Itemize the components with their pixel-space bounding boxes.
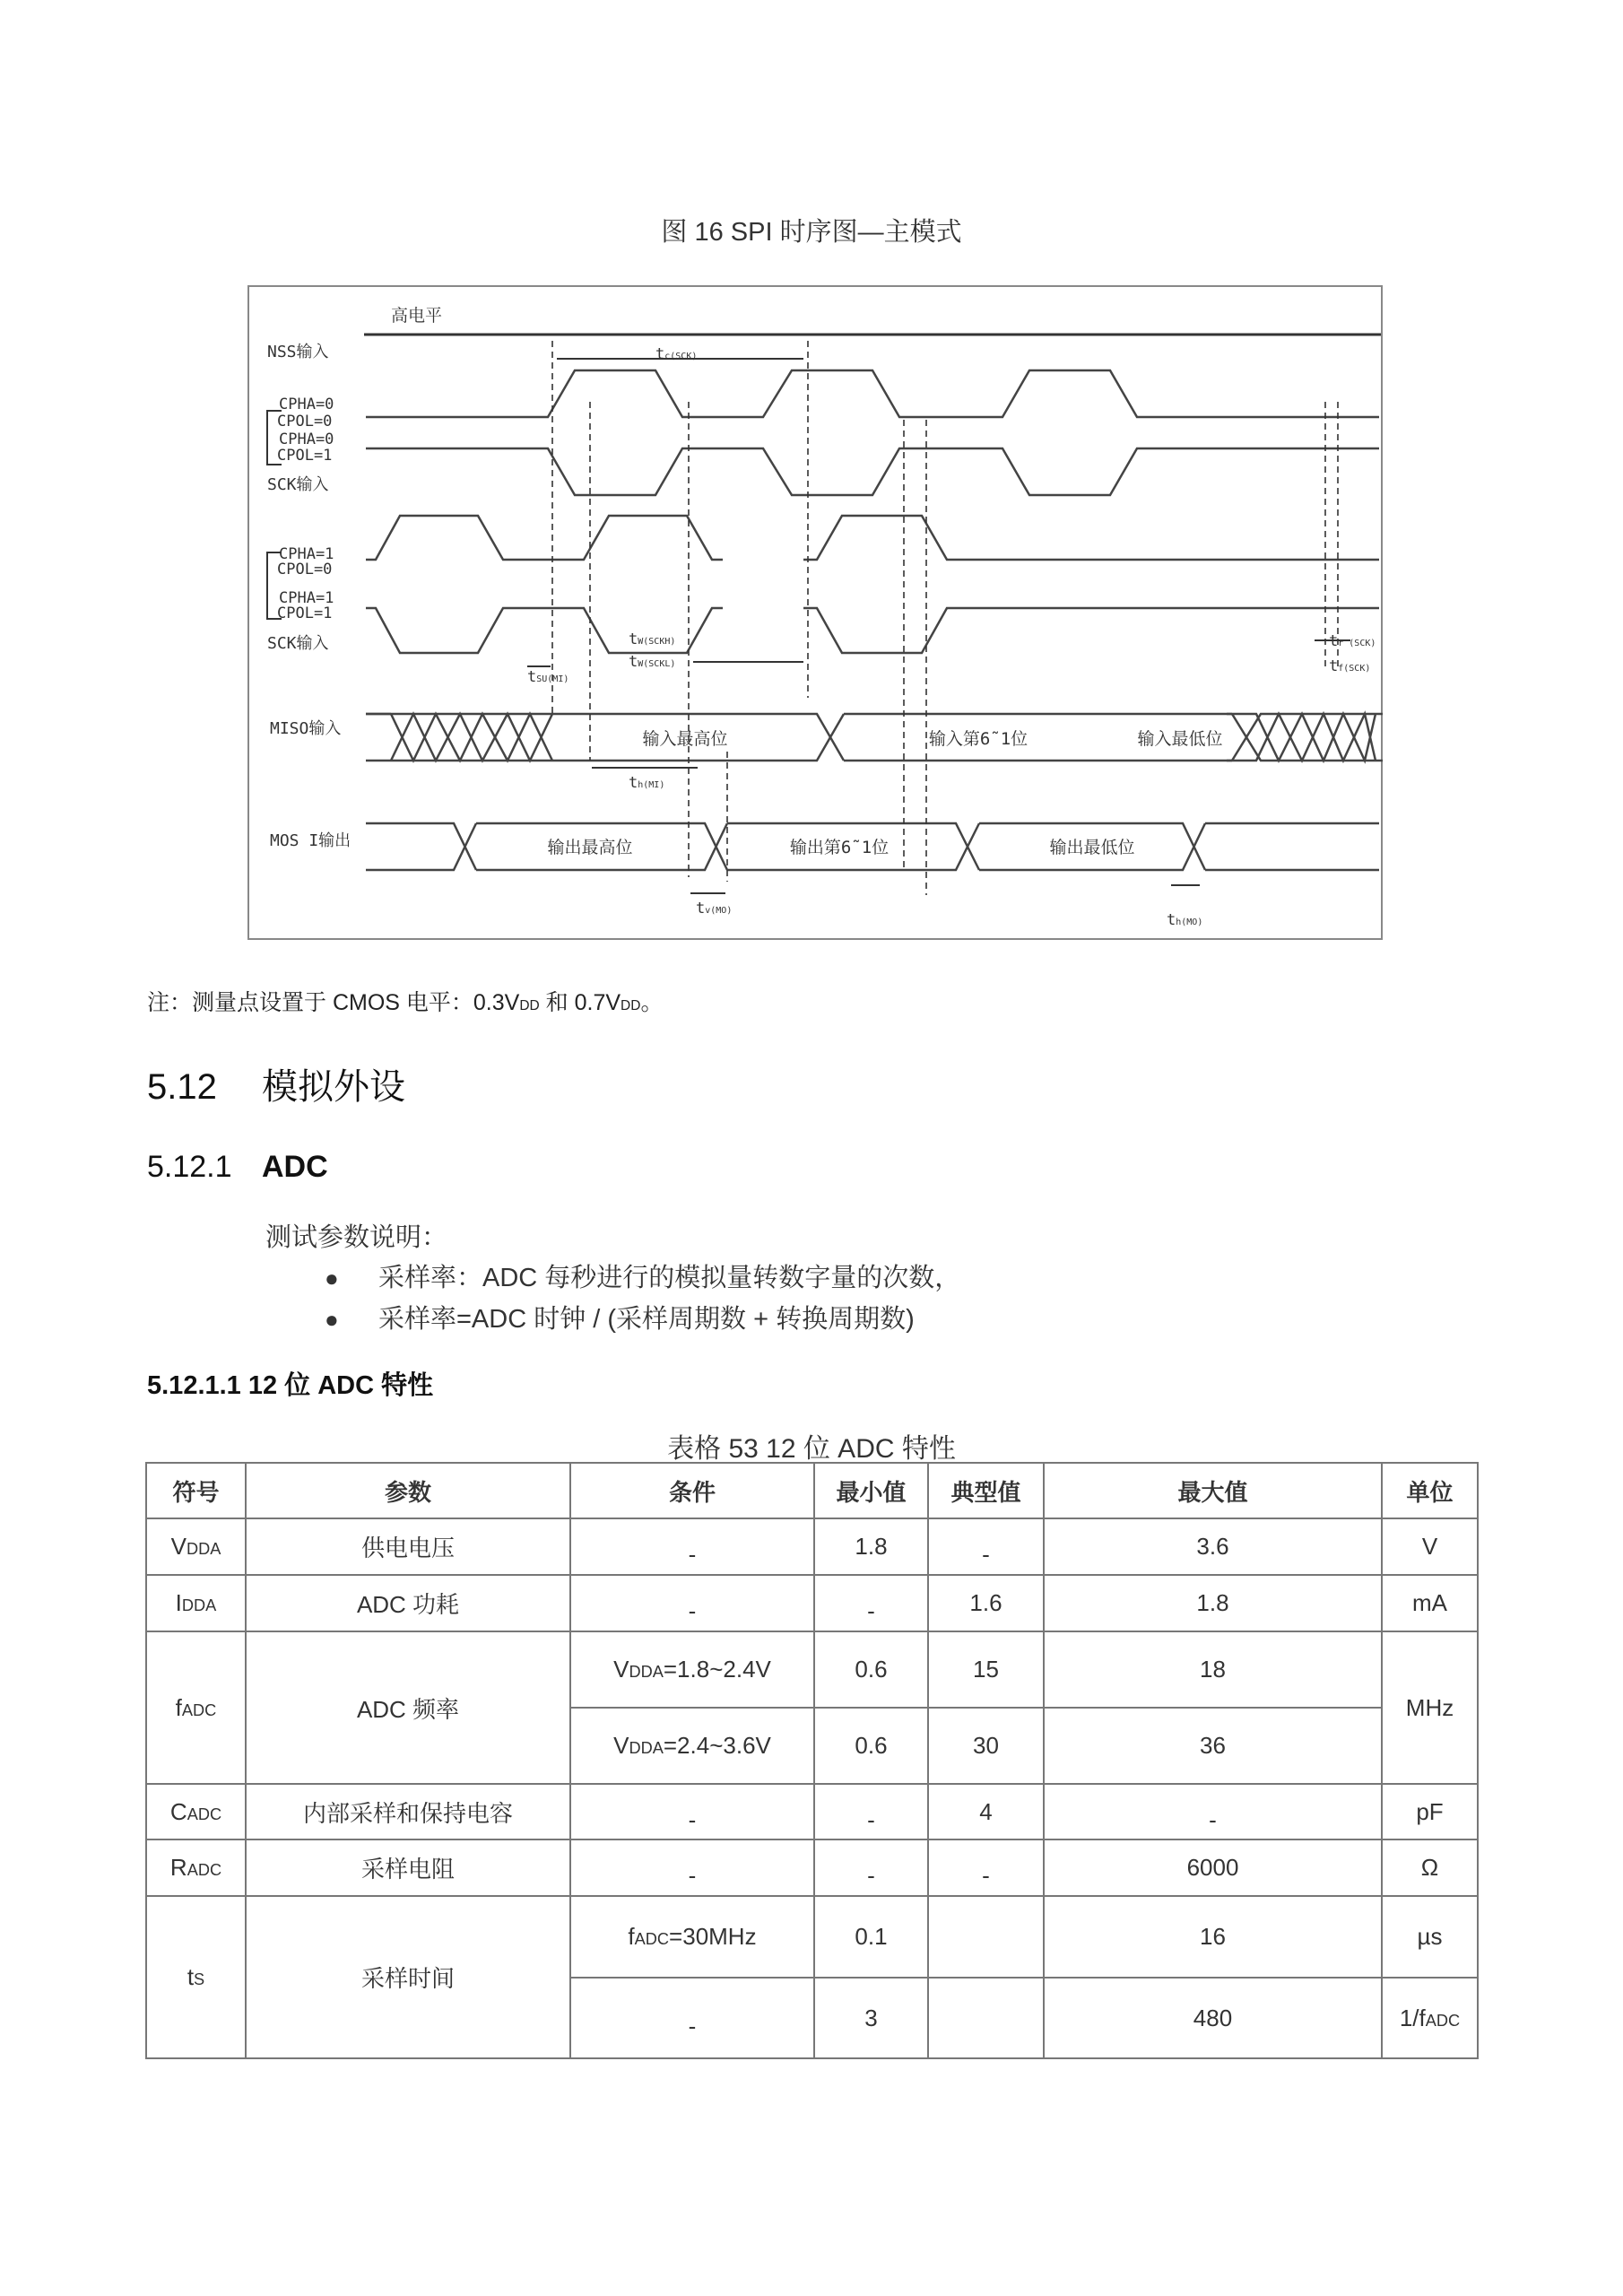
subsection-number: 5.12.1 [147,1150,232,1184]
header-unit: 单位 [1382,1463,1478,1518]
cell-unit: V [1382,1518,1478,1575]
cell-unit: mA [1382,1575,1478,1631]
cell-max: 36 [1044,1708,1382,1784]
sck-cpha0-cpol0-wave [366,370,1379,417]
mosi-bit-lsb-label: 输出最低位 [1049,838,1135,857]
header-condition: 条件 [570,1463,814,1518]
cpha1-cpol0-line2: CPOL=0 [277,561,333,578]
cpha0-cpol0-line1: CPHA=0 [279,396,334,413]
cpha0-cpol0-line2: CPOL=0 [277,413,333,430]
cell-symbol: VDDA [146,1518,246,1575]
cell-min: 1.8 [814,1518,928,1575]
table-caption: 表格 53 12 位 ADC 特性 [667,1434,956,1464]
cell-min: 0.6 [814,1708,928,1784]
level-label: 高电平 [391,306,443,326]
sck-cpha1-cpol0-wave-2 [803,516,1379,560]
spi-timing-diagram [247,285,1383,940]
table-row [146,1839,1478,1896]
cell-max: 18 [1044,1631,1382,1708]
table-row [146,1518,1478,1575]
header-max: 最大值 [1044,1463,1382,1518]
cell-condition: - [570,1518,814,1575]
cell-min: - [814,1839,928,1896]
cell-min: - [814,1575,928,1631]
mosi-label: MOS I输出 [270,831,352,850]
cell-condition: - [570,1978,814,2058]
cell-min: 0.6 [814,1631,928,1708]
table-row [146,1896,1478,1978]
cell-max: 16 [1044,1896,1382,1978]
sck-label-a: SCK输入 [267,475,329,494]
bullet-icon: ● [325,1265,339,1292]
cell-condition: - [570,1839,814,1896]
cell-condition: - [570,1575,814,1631]
sck-cpha0-cpol1-wave [366,448,1379,495]
tc-sck-label: tc(SCK) [655,345,698,363]
cell-min: - [814,1784,928,1839]
miso-bit-mid-label: 输入第6˜1位 [928,729,1028,749]
cell-typ: - [928,1518,1044,1575]
miso-bit-lsb [1232,714,1383,761]
miso-label: MISO输入 [270,719,342,738]
tf-sck-label: tf(SCK) [1329,657,1371,675]
cell-max: 3.6 [1044,1518,1382,1575]
miso-hatch [366,714,552,761]
sck-label-b: SCK输入 [267,634,329,653]
mosi-bit-pre [366,823,476,870]
figure-caption: 图 16 SPI 时序图—主模式 [661,218,962,247]
tw-sckl-label: tW(SCKL) [629,653,676,671]
cell-max: 6000 [1044,1839,1382,1896]
miso-tail-hatch [1227,714,1376,761]
sck-cpha1-cpol0-wave [366,516,723,560]
cpha0-cpol1-line2: CPOL=1 [277,447,333,465]
cell-condition: VDDA=2.4~3.6V [570,1708,814,1784]
cell-typ: - [928,1839,1044,1896]
cell-unit: 1/fADC [1382,1978,1478,2058]
cpha1-cpol0-line1: CPHA=1 [279,545,334,563]
mosi-bit-msb-label: 输出最高位 [547,838,633,857]
subsubsection-heading: 5.12.1.1 12 位 ADC 特性 [147,1371,434,1400]
cell-min: 3 [814,1978,928,2058]
intro-text: 测试参数说明： [265,1223,448,1252]
header-parameter: 参数 [246,1463,570,1518]
table-row [146,1575,1478,1631]
adc-spec-table [145,1462,1479,2059]
cell-max: 480 [1044,1978,1382,2058]
tsu-mi-label: tSU(MI) [527,668,569,686]
th-mo-label: th(MO) [1167,911,1203,929]
header-typ: 典型值 [928,1463,1044,1518]
mosi-bit-mid-label: 输出第6˜1位 [789,838,890,857]
section-heading [147,1058,405,1109]
cell-condition: - [570,1784,814,1839]
bullet-icon: ● [325,1306,339,1333]
bullet-item: ● 采样率=ADC 时钟 / (采样周期数 + 转换周期数) [325,1305,915,1334]
cell-parameter: 采样时间 [246,1896,570,2058]
cell-typ: 15 [928,1631,1044,1708]
cell-symbol: tS [146,1896,246,2058]
tr-sck-label-text: tr (SCK) [1329,632,1376,650]
cell-parameter: 采样电阻 [246,1839,570,1896]
cell-symbol: RADC [146,1839,246,1896]
cell-min: 0.1 [814,1896,928,1978]
cell-typ: 4 [928,1784,1044,1839]
cpha0-cpol1-line1: CPHA=0 [279,430,334,448]
bullet-item: ● 采样率：ADC 每秒进行的模拟量转数字量的次数， [325,1264,961,1292]
cell-symbol: CADC [146,1784,246,1839]
cpha1-cpol1-line2: CPOL=1 [277,604,333,622]
measurement-note: 注：测量点设置于 CMOS 电平：0.3VDD 和 0.7VDD。 [147,990,664,1015]
cell-parameter: 内部采样和保持电容 [246,1784,570,1839]
cell-unit: MHz [1382,1631,1478,1784]
cell-typ [928,1896,1044,1978]
tw-sckh-label: tW(SCKH) [629,631,676,648]
cell-typ: 1.6 [928,1575,1044,1631]
cell-max: 1.8 [1044,1575,1382,1631]
cell-typ [928,1978,1044,2058]
cell-symbol: IDDA [146,1575,246,1631]
section-number: 5.12 [147,1067,217,1107]
cell-parameter: ADC 频率 [246,1631,570,1784]
cell-condition: fADC=30MHz [570,1896,814,1978]
header-symbol: 符号 [146,1463,246,1518]
cell-parameter: ADC 功耗 [246,1575,570,1631]
cell-unit: µs [1382,1896,1478,1978]
subsection-heading [147,1150,328,1185]
table-row [146,1784,1478,1839]
cpha1-cpol1-line1: CPHA=1 [279,589,334,607]
cell-max: - [1044,1784,1382,1839]
tv-mo-label: tv(MO) [696,900,733,918]
nss-label: NSS输入 [267,343,329,361]
cell-symbol: fADC [146,1631,246,1784]
miso-bit-lsb-label: 输入最低位 [1137,729,1223,749]
miso-bit-msb-label: 输入最高位 [642,729,728,749]
cell-condition: VDDA=1.8~2.4V [570,1631,814,1708]
cell-parameter: 供电电压 [246,1518,570,1575]
th-mi-label: th(MI) [629,774,665,792]
section-title: 模拟外设 [262,1067,405,1107]
table-header-row [146,1463,1478,1518]
subsection-title: ADC [262,1150,328,1184]
header-min: 最小值 [814,1463,928,1518]
mosi-bit-post [1205,823,1379,870]
table-row [146,1631,1478,1708]
sck-cpha1-cpol1-wave-2 [803,608,1379,653]
cell-typ: 30 [928,1708,1044,1784]
cell-unit: pF [1382,1784,1478,1839]
cell-unit: Ω [1382,1839,1478,1896]
